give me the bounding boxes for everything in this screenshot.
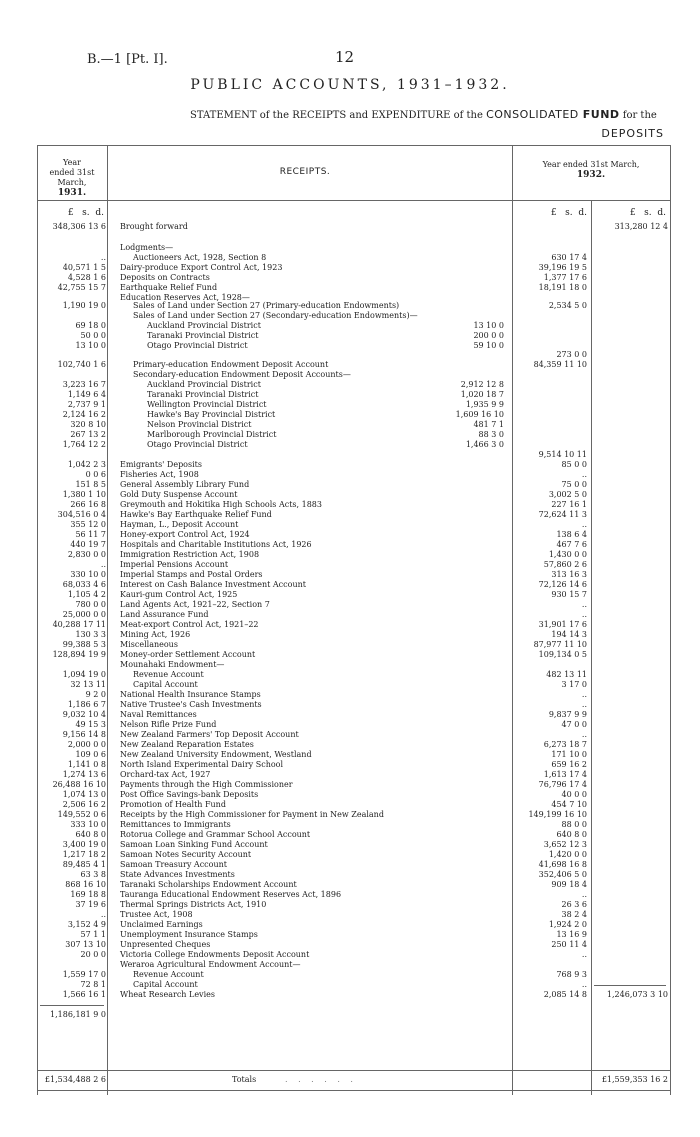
row-description: Promotion of Health Fund [120, 800, 226, 809]
row-description: Rotorua College and Grammar School Account [120, 830, 311, 839]
row-amount-1931: 151 8 5 [75, 480, 106, 489]
row-amount-1932: 47 0 0 [561, 720, 587, 729]
row-description: Miscellaneous [120, 640, 178, 649]
row-amount-1931: 1,094 19 0 [62, 670, 106, 679]
subtitle-fund-word: FUND [582, 108, 620, 121]
row-description: Nelson Provincial District [147, 420, 252, 429]
row-amount-1931: 304,516 0 4 [57, 510, 106, 519]
subtitle-fund-name: CONSOLIDATED [486, 108, 583, 121]
row-amount-1931: 1,217 18 2 [62, 850, 106, 859]
row-amount-1932: 109,134 0 5 [538, 650, 587, 659]
row-amount-1932: .. [581, 520, 587, 529]
row-description: Land Assurance Fund [120, 610, 209, 619]
row-amount-1932: .. [581, 700, 587, 709]
subtitle-pre: STATEMENT of the RECEIPTS and EXPENDITURE of the [190, 110, 487, 121]
row-amount-1932: 13 16 9 [556, 930, 587, 939]
row-amount-1931: 63 3 8 [80, 870, 106, 879]
row-description: Wheat Research Levies [120, 990, 215, 999]
row-sub-amount: 2,912 12 8 [460, 380, 504, 389]
row-description: Lodgments— [120, 243, 174, 252]
row-description: Hawke's Bay Earthquake Relief Fund [120, 510, 272, 519]
totals-dots: . . . . . . [285, 1075, 357, 1084]
row-description: Greymouth and Hokitika High Schools Acts, 1883 [120, 500, 322, 509]
row-amount-1932: 3,002 5 0 [548, 490, 587, 499]
row-amount-1931: 266 16 8 [70, 500, 106, 509]
row-amount-1931: 1,190 19 0 [62, 301, 106, 310]
row-description: Samoan Loan Sinking Fund Account [120, 840, 268, 849]
row-amount-1931: 1,149 6 4 [67, 390, 106, 399]
row-amount-1932: 1,613 17 4 [543, 770, 587, 779]
row-amount-1932: 171 10 0 [551, 750, 587, 759]
left-year-label: Year [63, 158, 81, 167]
row-amount-1931: 2,830 0 0 [67, 550, 106, 559]
row-amount-1932: .. [581, 950, 587, 959]
row-amount-1931: 333 10 0 [70, 820, 106, 829]
row-description: Hawke's Bay Provincial District [147, 410, 276, 419]
row-description: Revenue Account [133, 670, 204, 679]
row-amount-1931: 3,152 4 9 [67, 920, 106, 929]
row-amount-1932: 39,196 19 5 [538, 263, 587, 272]
row-description: Sales of Land under Section 27 (Primary-education Endowments) [133, 301, 400, 310]
row-amount-1932: 313 16 3 [551, 570, 587, 579]
row-description: National Health Insurance Stamps [120, 690, 261, 699]
row-description: Tauranga Educational Endowment Reserves Act, 1896 [120, 890, 342, 899]
row-sub-amount: 1,935 9 9 [465, 400, 504, 409]
row-amount-1932: 31,901 17 6 [538, 620, 587, 629]
row-amount-1931: 169 18 8 [70, 890, 106, 899]
row-amount-1932: 640 8 0 [556, 830, 587, 839]
row-amount-1931: 13 10 0 [75, 341, 106, 350]
row-amount-1932: 85 0 0 [561, 460, 587, 469]
row-amount-1932: 768 9 3 [556, 970, 587, 979]
receipts-heading: RECEIPTS. [279, 167, 331, 177]
totals-rule-bottom [37, 1090, 670, 1091]
unit-pounds: £ [629, 208, 636, 218]
row-amount-1931: 1,559 17 0 [62, 970, 106, 979]
row-amount-1932: .. [581, 610, 587, 619]
row-amount-1931: 9 2 0 [85, 690, 106, 699]
row-description: Payments through the High Commissioner [120, 780, 293, 789]
row-sub-amount: 1,609 16 10 [455, 410, 504, 419]
row-amount-1932: 659 16 2 [551, 760, 587, 769]
row-sub-amount: 88 3 0 [478, 430, 504, 439]
row-amount-1931: .. [100, 560, 106, 569]
row-amount-1932: 75 0 0 [561, 480, 587, 489]
row-description: State Advances Investments [120, 870, 235, 879]
row-amount-1932: 227 16 1 [551, 500, 587, 509]
row-amount-1932: .. [581, 600, 587, 609]
unit-pence: d. [95, 208, 104, 218]
row-amount-1932: 38 2 4 [561, 910, 587, 919]
row-description: Unemployment Insurance Stamps [120, 930, 258, 939]
row-description: Otago Provincial District [147, 440, 248, 449]
row-amount-1931: 1,186,181 9 0 [50, 1010, 106, 1019]
row-amount-1931: 3,223 16 7 [62, 380, 106, 389]
row-description: Imperial Stamps and Postal Orders [120, 570, 263, 579]
row-description: Brought forward [120, 222, 188, 231]
row-amount-1931: 320 8 10 [70, 420, 106, 429]
row-description: New Zealand University Endowment, Westland [120, 750, 312, 759]
row-amount-1932: 57,860 2 6 [543, 560, 587, 569]
row-amount-1931: 128,894 19 9 [52, 650, 106, 659]
row-amount-1932: 930 15 7 [551, 590, 587, 599]
row-amount-1932: 9,514 10 11 [538, 450, 587, 459]
row-amount-1931: 1,074 13 0 [62, 790, 106, 799]
row-description: New Zealand Farmers' Top Deposit Account [120, 730, 299, 739]
row-description: Earthquake Relief Fund [120, 283, 218, 292]
row-description: Marlborough Provincial District [147, 430, 277, 439]
row-description: Post Office Savings-bank Deposits [120, 790, 259, 799]
row-amount-1931: 1,042 2 3 [67, 460, 106, 469]
row-amount-1931: 102,740 1 6 [57, 360, 106, 369]
row-description: Receipts by the High Commissioner for Payment in New Zealand [120, 810, 384, 819]
row-amount-1932: 1,377 17 6 [543, 273, 587, 282]
row-amount-1931: 1,380 1 10 [62, 490, 106, 499]
right-subtotal-rule [594, 985, 666, 986]
row-amount-1931: 69 18 0 [75, 321, 106, 330]
row-amount-1931: 68,033 4 6 [62, 580, 106, 589]
row-description: Hospitals and Charitable Institutions Act, 1926 [120, 540, 312, 549]
row-description: Gold Duty Suspense Account [120, 490, 238, 499]
row-amount-1931: 40,571 1 5 [62, 263, 106, 272]
row-amount-1932: 72,624 11 3 [538, 510, 587, 519]
subtitle-post: for the [619, 110, 657, 121]
row-description: North Island Experimental Dairy School [120, 760, 284, 769]
unit-shillings: s. [565, 208, 573, 218]
row-amount-1931: .. [100, 910, 106, 919]
row-description: Meat-export Control Act, 1921–22 [120, 620, 259, 629]
row-description: Remittances to Immigrants [120, 820, 231, 829]
row-description: Sales of Land under Section 27 (Secondary-education Endowments)— [133, 311, 418, 320]
row-amount-1931: .. [100, 253, 106, 262]
row-amount-1932: 3 17 0 [561, 680, 587, 689]
row-amount-1932: 84,359 11 10 [533, 360, 587, 369]
row-description: Emigrants' Deposits [120, 460, 202, 469]
row-amount-1931: 57 1 1 [80, 930, 106, 939]
row-description: Samoan Notes Security Account [120, 850, 252, 859]
row-description: Education Reserves Act, 1928— [120, 293, 250, 302]
unit-pence: d. [657, 208, 666, 218]
deposits-heading: DEPOSITS [601, 127, 664, 140]
row-amount-1931: 109 0 6 [75, 750, 106, 759]
row-description: Native Trustee's Cash Investments [120, 700, 262, 709]
row-description: Capital Account [133, 680, 198, 689]
row-description: General Assembly Library Fund [120, 480, 250, 489]
row-amount-1932: 6,273 18 7 [543, 740, 587, 749]
row-amount-1932: 149,199 16 10 [528, 810, 587, 819]
row-amount-1931: 32 13 11 [70, 680, 106, 689]
row-description: Taranaki Scholarships Endowment Account [120, 880, 297, 889]
row-sub-amount: 1,020 18 7 [460, 390, 504, 399]
row-sub-amount: 200 0 0 [473, 331, 504, 340]
row-amount-1932: 87,977 11 10 [533, 640, 587, 649]
row-description: Primary-education Endowment Deposit Account [133, 360, 329, 369]
row-amount-1931: 130 3 3 [75, 630, 106, 639]
row-amount-1932: 138 6 4 [556, 530, 587, 539]
row-sub-amount: 59 10 0 [473, 341, 504, 350]
row-amount-1932: 41,698 16 8 [538, 860, 587, 869]
row-description: Naval Remittances [120, 710, 197, 719]
row-amount-1931: 267 13 2 [70, 430, 106, 439]
row-total-1932: 1,246,073 3 10 [606, 990, 668, 999]
totals-right: £1,559,353 16 2 [601, 1075, 668, 1084]
row-amount-1931: 25,000 0 0 [62, 610, 106, 619]
row-description: Thermal Springs Districts Act, 1910 [120, 900, 267, 909]
row-description: Weraroa Agricultural Endowment Account— [120, 960, 301, 969]
row-amount-1931: 72 8 1 [80, 980, 106, 989]
row-amount-1932: 630 17 4 [551, 253, 587, 262]
row-amount-1932: .. [581, 890, 587, 899]
row-description: Imperial Pensions Account [120, 560, 229, 569]
row-amount-1931: 9,032 10 4 [62, 710, 106, 719]
row-amount-1931: 50 0 0 [80, 331, 106, 340]
row-amount-1932: 2,534 5 0 [548, 301, 587, 310]
row-amount-1931: 49 15 3 [75, 720, 106, 729]
row-amount-1932: 194 14 3 [551, 630, 587, 639]
row-amount-1932: .. [581, 690, 587, 699]
unit-pence: d. [578, 208, 587, 218]
row-amount-1932: 454 7 10 [551, 800, 587, 809]
row-amount-1932: 18,191 18 0 [538, 283, 587, 292]
row-description: Land Agents Act, 1921–22, Section 7 [120, 600, 270, 609]
row-amount-1931: 99,388 5 3 [62, 640, 106, 649]
row-amount-1932: 250 11 4 [551, 940, 587, 949]
row-description: Auckland Provincial District [147, 321, 261, 330]
row-amount-1931: 0 0 6 [85, 470, 106, 479]
row-description: Mining Act, 1926 [120, 630, 191, 639]
right-year-subtitle: Year ended 31st March, [542, 160, 640, 169]
row-description: Immigration Restriction Act, 1908 [120, 550, 260, 559]
row-amount-1931: 2,737 9 1 [67, 400, 106, 409]
row-description: New Zealand Reparation Estates [120, 740, 254, 749]
row-amount-1931: 307 13 10 [65, 940, 106, 949]
row-description: Hayman, L., Deposit Account [120, 520, 239, 529]
row-description: Unclaimed Earnings [120, 920, 203, 929]
left-year-value: 1931. [57, 188, 87, 198]
row-amount-1932: 467 7 6 [556, 540, 587, 549]
row-amount-1931: 89,485 4 1 [62, 860, 106, 869]
row-amount-1931: 3,400 19 0 [62, 840, 106, 849]
row-amount-1931: 348,306 13 6 [52, 222, 106, 231]
row-amount-1932: .. [581, 470, 587, 479]
row-amount-1931: 2,124 16 2 [62, 410, 106, 419]
row-description: Interest on Cash Balance Investment Account [120, 580, 306, 589]
row-amount-1931: 9,156 14 8 [62, 730, 106, 739]
row-amount-1931: 440 19 7 [70, 540, 106, 549]
row-sub-amount: 1,466 3 0 [465, 440, 504, 449]
row-description: Nelson Rifle Prize Fund [120, 720, 217, 729]
row-amount-1932: 9,837 9 9 [548, 710, 587, 719]
row-amount-1931: 640 8 0 [75, 830, 106, 839]
unit-pounds: £ [550, 208, 557, 218]
row-sub-amount: 13 10 0 [473, 321, 504, 330]
totals-left: £1,534,488 2 6 [44, 1075, 106, 1084]
row-description: Otago Provincial District [147, 341, 248, 350]
row-amount-1931: 868 16 10 [65, 880, 106, 889]
row-amount-1932: 909 18 4 [551, 880, 587, 889]
row-amount-1931: 42,755 15 7 [57, 283, 106, 292]
row-amount-1932: 2,085 14 8 [543, 990, 587, 999]
row-description: Secondary-education Endowment Deposit Accounts— [133, 370, 351, 379]
row-amount-1932: .. [581, 980, 587, 989]
row-amount-1932: 1,924 2 0 [548, 920, 587, 929]
row-amount-1931: 26,488 16 10 [52, 780, 106, 789]
row-amount-1932: 40 0 0 [561, 790, 587, 799]
row-description: Dairy-produce Export Control Act, 1923 [120, 263, 283, 272]
row-description: Taranaki Provincial District [147, 331, 259, 340]
header-left: B.—1 [Pt. I]. [87, 52, 168, 67]
right-year-value: 1932. [576, 170, 606, 180]
row-description: Auckland Provincial District [147, 380, 261, 389]
row-amount-1931: 56 11 7 [75, 530, 106, 539]
row-amount-1931: 330 10 0 [70, 570, 106, 579]
row-amount-1931: 355 12 0 [70, 520, 106, 529]
row-amount-1931: 780 0 0 [75, 600, 106, 609]
row-amount-1932: 273 0 0 [556, 350, 587, 359]
row-description: Victoria College Endowments Deposit Account [120, 950, 310, 959]
row-amount-1932: 76,796 17 4 [538, 780, 587, 789]
row-amount-1931: 1,274 13 6 [62, 770, 106, 779]
totals-label: Totals [232, 1075, 257, 1084]
unit-pounds: £ [67, 208, 74, 218]
row-amount-1931: 1,764 12 2 [62, 440, 106, 449]
row-amount-1932: 1,420 0 0 [548, 850, 587, 859]
row-amount-1931: 1,186 6 7 [67, 700, 106, 709]
row-description: Orchard-tax Act, 1927 [120, 770, 211, 779]
totals-rule-top [37, 1070, 670, 1071]
row-amount-1931: 1,566 16 1 [62, 990, 106, 999]
row-description: Fisheries Act, 1908 [120, 470, 199, 479]
row-description: Money-order Settlement Account [120, 650, 256, 659]
row-description: Taranaki Provincial District [147, 390, 259, 399]
left-subtotal-rule [40, 1005, 104, 1006]
row-description: Deposits on Contracts [120, 273, 210, 282]
row-amount-1931: 1,141 0 8 [67, 760, 106, 769]
row-amount-1931: 40,288 17 11 [52, 620, 106, 629]
row-description: Revenue Account [133, 970, 204, 979]
row-description: Auctioneers Act, 1928, Section 8 [133, 253, 267, 262]
row-amount-1932: 88 0 0 [561, 820, 587, 829]
row-description: Wellington Provincial District [147, 400, 267, 409]
row-amount-1931: 2,000 0 0 [67, 740, 106, 749]
row-amount-1932: 26 3 6 [561, 900, 587, 909]
row-amount-1931: 1,105 4 2 [67, 590, 106, 599]
row-amount-1931: 2,506 16 2 [62, 800, 106, 809]
row-amount-1932: .. [581, 730, 587, 739]
unit-shillings: s. [82, 208, 90, 218]
row-total-1932: 313,280 12 4 [614, 222, 668, 231]
page-number: 12 [335, 48, 355, 66]
row-amount-1931: 37 19 6 [75, 900, 106, 909]
row-description: Trustee Act, 1908 [120, 910, 193, 919]
unit-shillings: s. [644, 208, 652, 218]
row-sub-amount: 481 7 1 [473, 420, 504, 429]
row-amount-1931: 149,552 0 6 [57, 810, 106, 819]
row-description: Capital Account [133, 980, 198, 989]
left-year-subtitle: ended 31st March, [49, 168, 95, 187]
row-description: Unpresented Cheques [120, 940, 211, 949]
row-amount-1932: 72,126 14 6 [538, 580, 587, 589]
row-amount-1932: 1,430 0 0 [548, 550, 587, 559]
page-title: PUBLIC ACCOUNTS, 1931–1932. [190, 77, 510, 93]
row-amount-1932: 352,406 5 0 [538, 870, 587, 879]
row-description: Mounahaki Endowment— [120, 660, 225, 669]
row-amount-1932: 482 13 11 [546, 670, 587, 679]
row-description: Kauri-gum Control Act, 1925 [120, 590, 238, 599]
row-amount-1932: 3,652 12 3 [543, 840, 587, 849]
row-description: Samoan Treasury Account [120, 860, 227, 869]
row-description: Honey-export Control Act, 1924 [120, 530, 250, 539]
row-amount-1931: 20 0 0 [80, 950, 106, 959]
row-amount-1931: 4,528 1 6 [67, 273, 106, 282]
